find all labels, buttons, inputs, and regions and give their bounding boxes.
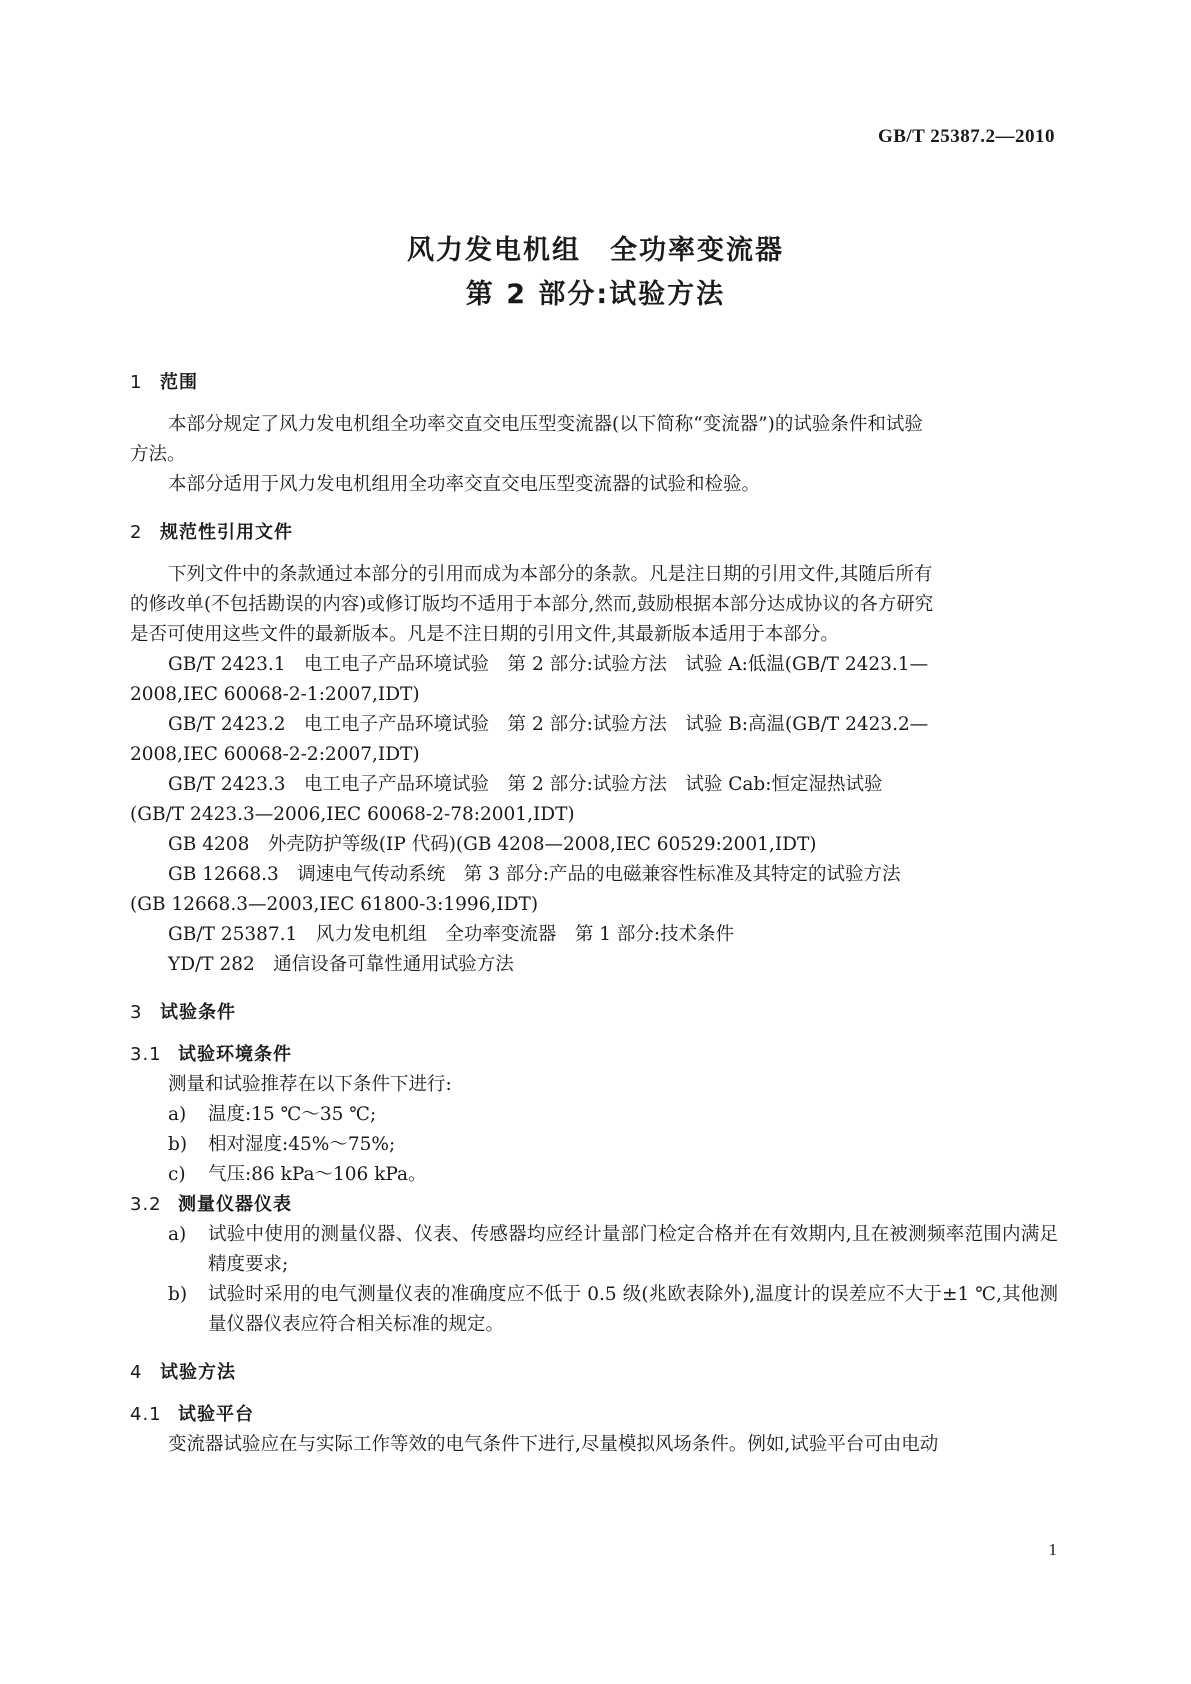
section-number: 3	[130, 1002, 143, 1023]
standard-code: GB/T 25387.2—2010	[877, 126, 1055, 147]
paragraph: 测量和试验推荐在以下条件下进行:	[168, 1074, 452, 1095]
list-text: 气压:86 kPa～106 kPa。	[208, 1164, 427, 1185]
paragraph: 变流器试验应在与实际工作等效的电气条件下进行,尽量模拟风场条件。例如,试验平台可由电动	[168, 1434, 939, 1455]
list-item	[130, 1220, 1058, 1280]
subsection-4-1-heading	[130, 1400, 1058, 1430]
list-label: c)	[168, 1164, 186, 1185]
section-title: 范围	[160, 372, 198, 393]
subsection-title: 测量仪器仪表	[178, 1194, 292, 1215]
section-2-heading	[130, 518, 1058, 548]
subsection-3-1-heading	[130, 1040, 1058, 1070]
reference-entry-cont: 2008,IEC 60068-2-2:2007,IDT)	[130, 744, 420, 765]
list-text: 试验时采用的电气测量仪表的准确度应不低于 0.5 级(兆欧表除外),温度计的误差应不大于±1 ℃,其他测量仪器仪表应符合相关标准的规定。	[208, 1284, 1058, 1335]
section-1-heading	[130, 368, 1058, 398]
subsection-number: 3.2	[130, 1194, 162, 1215]
subsection-number: 3.1	[130, 1044, 162, 1065]
page-number: 1	[1048, 1540, 1057, 1559]
paragraph: 下列文件中的条款通过本部分的引用而成为本部分的条款。凡是注日期的引用文件,其随后所有	[168, 564, 933, 585]
reference-entry-cont: (GB 12668.3—2003,IEC 61800-3:1996,IDT)	[130, 894, 539, 915]
reference-entry: GB/T 25387.1 风力发电机组 全功率变流器 第 1 部分:技术条件	[168, 924, 735, 945]
section-3-heading	[130, 998, 1058, 1028]
subsection-number: 4.1	[130, 1404, 162, 1425]
paragraph-continuation: 方法。	[130, 444, 186, 465]
list-text: 相对湿度:45%～75%;	[208, 1134, 396, 1155]
reference-entry: GB 12668.3 调速电气传动系统 第 3 部分:产品的电磁兼容性标准及其特定的试验方法	[168, 864, 901, 885]
section-number: 2	[130, 522, 143, 543]
list-label: b)	[168, 1134, 188, 1155]
list-item	[130, 1160, 1058, 1190]
section-title: 试验方法	[160, 1362, 236, 1383]
paragraph: 本部分适用于风力发电机组用全功率交直交电压型变流器的试验和检验。	[168, 474, 761, 495]
document-body	[130, 368, 1058, 1460]
subsection-3-2-heading	[130, 1190, 1058, 1220]
list-item	[130, 1100, 1058, 1130]
list-text: 温度:15 ℃～35 ℃;	[208, 1104, 377, 1125]
list-item	[130, 1130, 1058, 1160]
list-label: b)	[168, 1284, 188, 1305]
list-item	[130, 1280, 1058, 1340]
reference-entry: GB/T 2423.1 电工电子产品环境试验 第 2 部分:试验方法 试验 A:低温(GB/T 2423.1—	[168, 654, 929, 675]
reference-entry-cont: (GB/T 2423.3—2006,IEC 60068-2-78:2001,IDT)	[130, 804, 575, 825]
section-4-heading	[130, 1358, 1058, 1388]
subsection-title: 试验环境条件	[178, 1044, 292, 1065]
doc-title-line1: 风力发电机组 全功率变流器	[407, 235, 784, 266]
paragraph-continuation: 是否可使用这些文件的最新版本。凡是不注日期的引用文件,其最新版本适用于本部分。	[130, 624, 839, 645]
list-label: a)	[168, 1104, 187, 1125]
reference-entry: YD/T 282 通信设备可靠性通用试验方法	[168, 954, 514, 975]
paragraph: 本部分规定了风力发电机组全功率交直交电压型变流器(以下简称“变流器”)的试验条件和试验	[168, 414, 923, 435]
section-number: 4	[130, 1362, 143, 1383]
section-title: 规范性引用文件	[160, 522, 293, 543]
doc-title-line2: 第 2 部分:试验方法	[465, 279, 726, 310]
reference-entry: GB/T 2423.3 电工电子产品环境试验 第 2 部分:试验方法 试验 Cab:恒定湿热试验	[168, 774, 883, 795]
reference-entry-cont: 2008,IEC 60068-2-1:2007,IDT)	[130, 684, 420, 705]
section-title: 试验条件	[160, 1002, 236, 1023]
list-label: a)	[168, 1224, 187, 1245]
reference-entry: GB 4208 外壳防护等级(IP 代码)(GB 4208—2008,IEC 60529:2001,IDT)	[168, 834, 817, 855]
section-number: 1	[130, 372, 143, 393]
list-text: 试验中使用的测量仪器、仪表、传感器均应经计量部门检定合格并在有效期内,且在被测频率范围内满足精度要求;	[208, 1224, 1058, 1275]
paragraph-continuation: 的修改单(不包括勘误的内容)或修订版均不适用于本部分,然而,鼓励根据本部分达成协议的各方研究	[130, 594, 934, 615]
reference-entry: GB/T 2423.2 电工电子产品环境试验 第 2 部分:试验方法 试验 B:高温(GB/T 2423.2—	[168, 714, 929, 735]
subsection-title: 试验平台	[178, 1404, 254, 1425]
